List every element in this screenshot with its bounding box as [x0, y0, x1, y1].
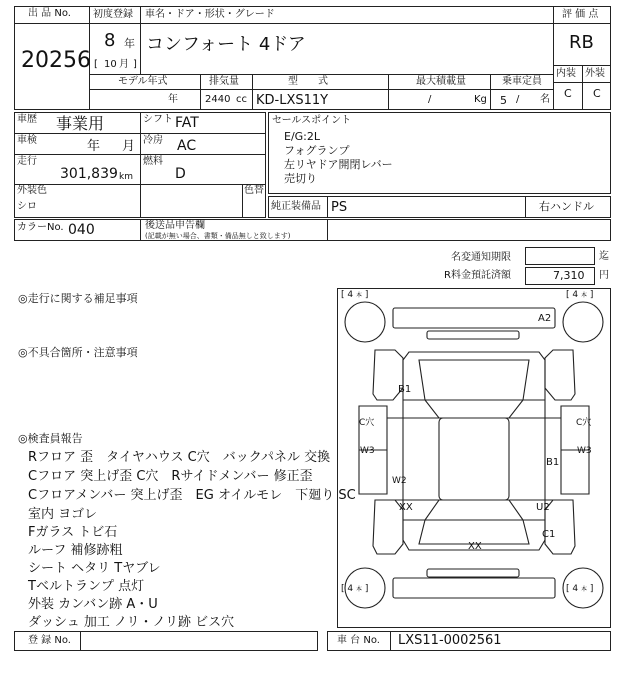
recycle-amount: 7,310 — [553, 269, 585, 282]
tire-front-right-icon — [563, 302, 603, 342]
divider — [140, 6, 141, 74]
capacity-unit: 名 — [540, 94, 550, 105]
reg-month-open: [ — [94, 59, 98, 70]
mileage-label: 走行 — [17, 156, 37, 167]
divider — [388, 74, 389, 110]
color-no-label: カラーNo. — [17, 222, 64, 233]
divider — [89, 74, 553, 75]
mileage-unit: km — [119, 172, 133, 182]
recycle-unit: 円 — [599, 270, 609, 281]
ac-value: AC — [177, 138, 197, 154]
defects-notes-label: ◎不具合箇所・注意事項 — [18, 346, 138, 359]
car-diagram — [337, 288, 611, 628]
divider — [140, 219, 141, 241]
ac-label: 冷房 — [143, 135, 163, 146]
tire-mark-front-right: [ 4 本 ] — [566, 290, 594, 300]
report-line: Cフロア 突上げ歪 C穴 Rサイドメンバー 修正歪 — [28, 469, 313, 484]
hood — [419, 360, 529, 400]
color-no-value: 040 — [68, 222, 95, 238]
inspection-year-unit: 年 — [87, 139, 101, 154]
report-line: シート ヘタリ Tヤブレ — [28, 561, 161, 576]
car-name-label: 車名・ドア・形状・グレード — [145, 9, 275, 20]
type-label: 型 式 — [288, 76, 328, 87]
tire-mark-front-left: [ 4 本 ] — [341, 290, 369, 300]
damage-mark-right-side-w3: W3 — [577, 446, 592, 456]
rear-window — [425, 500, 523, 520]
divider — [252, 74, 253, 110]
divider — [89, 89, 553, 90]
name-change-box — [525, 247, 595, 265]
model-type: KD-LXS11Y — [256, 93, 329, 108]
tire-mark-rear-right: [ 4 本 ] — [566, 584, 594, 594]
model-year-unit: 年 — [168, 94, 178, 105]
damage-mark-front-left-fender: B1 — [398, 384, 412, 395]
exterior-label: 外装 — [585, 68, 605, 79]
divider — [327, 196, 328, 218]
rear-bumper — [393, 578, 555, 598]
color-no-box — [14, 219, 611, 241]
sales-point-3: 左リヤドア開閉レバー — [284, 158, 393, 171]
report-line: Rフロア 歪 タイヤハウス C穴 バックパネル 交換 — [28, 450, 331, 465]
reg-month-unit: 月 — [119, 59, 129, 70]
tire-unit: 本 — [580, 292, 587, 299]
divider — [390, 631, 391, 651]
divider — [553, 6, 554, 110]
tire-count: 4 — [347, 290, 354, 300]
damage-mark-rear-right-u2: U2 — [536, 502, 550, 513]
tire-mark-rear-left: [ 4 本 ] — [341, 584, 369, 594]
divider — [553, 82, 611, 83]
damage-mark-right-side-hole: C穴 — [576, 418, 592, 428]
mileage-value: 301,839 — [60, 166, 118, 182]
damage-mark-rear-left: XX — [399, 502, 413, 513]
exterior-color-label: 外装色 — [17, 185, 47, 196]
lot-no: 20256 — [21, 48, 91, 73]
divider — [140, 112, 141, 218]
shift-value: FAT — [175, 115, 199, 131]
capacity-label: 乗車定員 — [502, 76, 542, 87]
color-change-label: 色替 — [244, 185, 264, 196]
tire-count: 4 — [347, 584, 354, 594]
max-load-unit: Kg — [474, 94, 487, 105]
tire-count: 4 — [572, 584, 579, 594]
damage-mark-left-side-hole: C穴 — [359, 418, 375, 428]
driving-notes-label: ◎走行に関する補足事項 — [18, 292, 138, 305]
report-line: Fガラス トビ石 — [28, 525, 118, 540]
lot-no-label: 出 品 No. — [28, 8, 71, 19]
fuel-label: 燃料 — [143, 156, 163, 167]
report-line: Tベルトランプ 点灯 — [28, 579, 145, 594]
divider — [525, 196, 526, 218]
model-year-label: モデル年式 — [118, 76, 168, 87]
max-load-label: 最大積載量 — [416, 76, 466, 87]
chassis-no-value: LXS11-0002561 — [398, 633, 502, 648]
reg-no-label: 登 録 No. — [28, 635, 71, 646]
divider — [14, 154, 266, 155]
equipment-label: 純正装備品 — [271, 201, 321, 212]
sales-point-2: フォグランプ — [284, 144, 350, 157]
aftermarket-note: (記載が無い場合、書類・備品無しと致します) — [145, 232, 291, 240]
front-bumper — [393, 308, 555, 328]
displacement-unit: cc — [236, 94, 247, 105]
damage-mark-left-side-w3: W3 — [360, 446, 375, 456]
tire-unit: 本 — [580, 586, 587, 593]
divider — [200, 74, 201, 110]
capacity-sep: / — [516, 94, 520, 105]
first-reg-label: 初度登録 — [93, 9, 133, 20]
divider — [490, 74, 491, 110]
damage-mark-front-bumper: A2 — [538, 313, 552, 324]
report-line: 室内 ヨゴレ — [28, 507, 98, 522]
equipment-value: PS — [331, 200, 348, 215]
divider — [14, 133, 266, 134]
inspection-label: 車検 — [17, 135, 37, 146]
name-change-label: 名変通知期限 — [451, 252, 511, 263]
divider — [582, 65, 583, 110]
divider — [14, 23, 89, 24]
rating-value: RB — [569, 32, 594, 53]
report-line: ルーフ 補修跡粗 — [28, 543, 123, 558]
exterior-grade: C — [593, 87, 601, 100]
chassis-no-label: 車 台 No. — [337, 635, 380, 646]
displacement-label: 排気量 — [209, 76, 239, 87]
sales-point-label: セールスポイント — [272, 115, 352, 126]
inspection-month-unit: 月 — [122, 139, 136, 154]
rating-label: 評 価 点 — [562, 9, 599, 20]
report-line: ダッシュ 加工 ノリ・ノリ跡 ビス穴 — [28, 615, 235, 630]
rear-panel — [427, 569, 519, 577]
car-name: コンフォート 4ドア — [146, 34, 306, 55]
divider — [89, 23, 553, 24]
front-right-fender — [545, 350, 575, 400]
shift-label: シフト — [143, 114, 173, 125]
reg-month: 10 — [104, 59, 117, 70]
front-grille — [427, 331, 519, 339]
interior-grade: C — [564, 87, 572, 100]
exterior-color-value: シロ — [17, 201, 37, 212]
aftermarket-label: 後送品申告欄 — [145, 220, 205, 231]
recycle-label: R料金預託済額 — [444, 270, 511, 281]
name-change-unit: 迄 — [599, 251, 609, 262]
divider — [553, 23, 611, 24]
fuel-value: D — [175, 166, 186, 182]
interior-label: 内装 — [556, 68, 576, 79]
usage-label: 車歴 — [17, 114, 37, 125]
damage-mark-right-door: B1 — [546, 457, 560, 468]
inspector-report-label: ◎検査員報告 — [18, 432, 83, 445]
reg-year-unit: 年 — [124, 37, 135, 50]
tire-unit: 本 — [355, 292, 362, 299]
tire-unit: 本 — [355, 586, 362, 593]
reg-month-close: ] — [133, 59, 137, 70]
tire-front-left-icon — [345, 302, 385, 342]
sales-point-1: E/G:2L — [284, 130, 321, 143]
capacity-value: 5 — [500, 94, 507, 107]
damage-mark-left-door: W2 — [392, 476, 407, 486]
damage-mark-rear-right-c1: C1 — [542, 529, 556, 540]
divider — [14, 184, 266, 185]
reg-year: 8 — [104, 30, 116, 51]
sales-point-4: 売切り — [284, 172, 317, 185]
windshield — [425, 400, 523, 418]
divider — [80, 631, 81, 651]
report-line: Cフロアメンバー 突上げ歪 EG オイルモレ 下廻り SC — [28, 488, 356, 503]
roof — [439, 418, 509, 500]
divider — [327, 219, 328, 241]
damage-mark-trunk: XX — [468, 541, 482, 552]
max-load-sep: / — [428, 94, 432, 105]
report-line: 外装 カンバン跡 A・U — [28, 597, 158, 612]
tire-count: 4 — [572, 290, 579, 300]
steering-value: 右ハンドル — [539, 200, 594, 213]
usage-value: 事業用 — [56, 114, 105, 133]
displacement-value: 2440 — [205, 94, 231, 105]
divider — [242, 184, 243, 218]
